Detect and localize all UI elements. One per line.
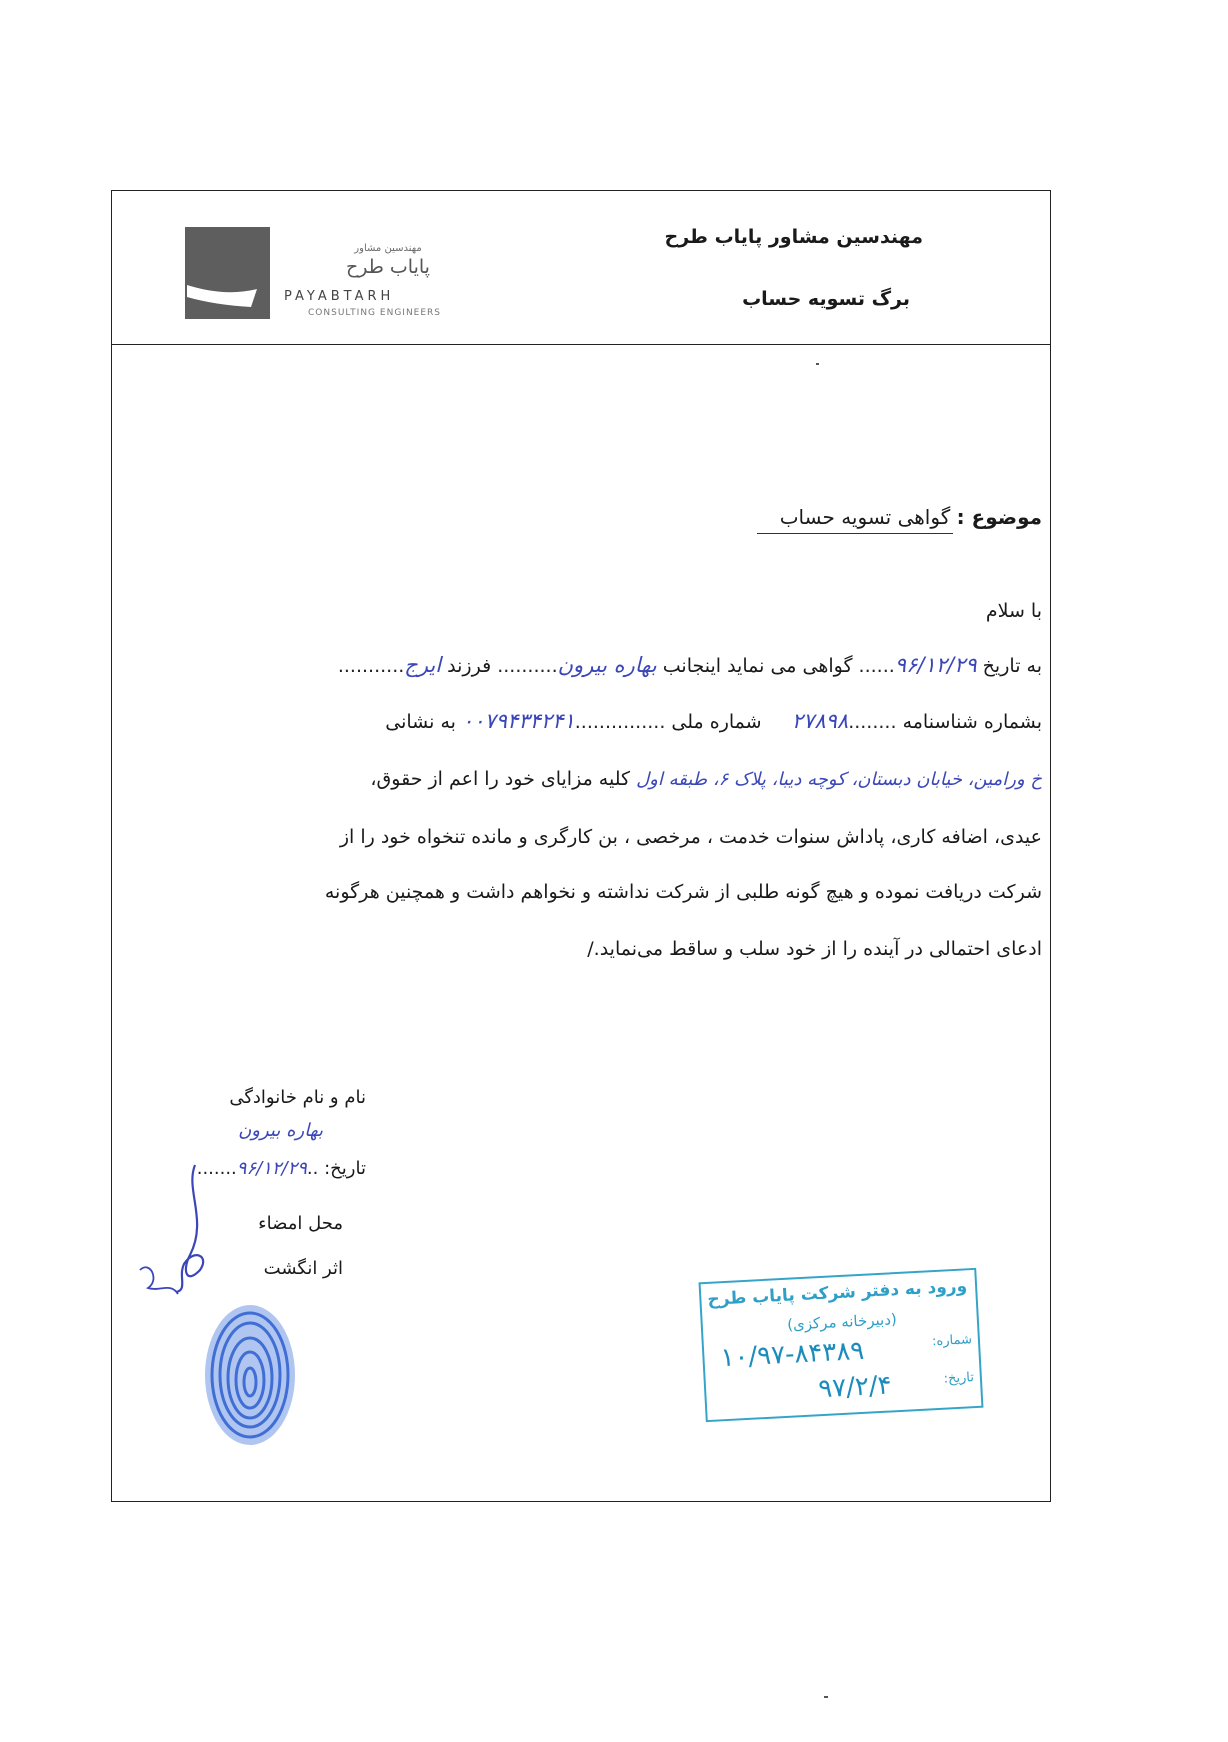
address-label: به نشانی [385,711,456,733]
company-name: مهندسین مشاور پایاب طرح [664,226,923,248]
id-label: بشماره شناسنامه [902,711,1042,733]
body-text-3: کلیه مزایای خود را اعم از حقوق، [370,768,631,790]
fingerprint-icon [200,1300,300,1450]
logo-fa-large: پایاب طرح [346,256,430,278]
handwritten-id: ۲۷۸۹۸ [791,709,849,733]
registration-stamp [699,1268,984,1422]
handwritten-national: ۰۰۷۹۴۳۴۲۴۱ [461,709,575,733]
stamp-subtitle: (دبیرخانه مرکزی) [786,1310,898,1334]
stamp-number-value: ۱۰/۹۷-۸۴۳۸۹ [719,1335,865,1374]
stamp-date-value: ۹۷/۲/۴ [817,1370,893,1405]
body-line-1: به تاریخ ۹۶/۱۲/۲۹...... گواهی می نماید اینجانب بهاره بیرون.......... فرزند ایرج........... [337,653,1042,677]
subject-underline [757,533,953,534]
handwritten-date: ۹۶/۱۲/۲۹ [894,653,977,677]
stamp-number-label: شماره: [931,1332,973,1350]
logo-fa-small: مهندسین مشاور [354,243,422,254]
logo-en: PAYABTARH [284,289,395,304]
logo-swoosh-icon [185,227,270,319]
stamp-date-label: تاریخ: [943,1370,975,1387]
form-title: برگ تسویه حساب [742,288,910,310]
scan-speck [824,1696,828,1698]
body-line-5: شرکت دریافت نموده و هیچ گونه طلبی از شرکت نداشته و نخواهم داشت و همچنین هرگونه [324,881,1042,903]
header-divider [111,344,1051,345]
fingerprint-label: اثر انگشت [263,1258,343,1279]
date-label: به تاریخ [982,655,1042,677]
sign-date-line: تاریخ: ..۹۶/۱۲/۲۹....... [196,1158,366,1179]
subject-label: موضوع : [956,505,1042,529]
handwritten-address: خ ورامین، خیابان دبستان، کوچه دیبا، پلاک ۶، طبقه اول [636,769,1042,790]
body-line-2: بشماره شناسنامه ........۲۷۸۹۸ شماره ملی ...............۰۰۷۹۴۳۴۲۴۱ به نشانی [385,709,1042,733]
subject-value: گواهی تسویه حساب [779,505,951,529]
handwritten-sign-date: ۹۶/۱۲/۲۹ [236,1158,307,1179]
handwritten-name: بهاره بیرون [557,653,657,677]
handwritten-father: ایرج [404,653,442,677]
name-label: نام و نام خانوادگی [229,1087,366,1108]
certify-text: گواهی می نماید اینجانب [662,655,853,677]
handwritten-sign-name: بهاره بیرون [238,1120,323,1141]
sign-place-label: محل امضاء [258,1213,343,1234]
subject-line [780,505,1042,529]
body-line-6: ادعای احتمالی در آینده را از خود سلب و ساقط می‌نماید./ [587,938,1042,960]
salutation: با سلام [985,600,1042,622]
body-line-3 [180,768,1042,790]
national-label: شماره ملی [671,711,762,733]
logo-en-sub: CONSULTING ENGINEERS [308,308,442,318]
body-line-4: عیدی، اضافه کاری، پاداش سنوات خدمت ، مرخصی ، بن کارگری و مانده تنخواه خود را از [339,826,1042,848]
logo-mark [185,227,270,319]
sign-date-label: تاریخ: [324,1158,366,1179]
stamp-title: ورود به دفتر شرکت پایاب طرح [706,1276,968,1310]
scan-speck [816,363,819,365]
child-of-label: فرزند [447,655,492,677]
